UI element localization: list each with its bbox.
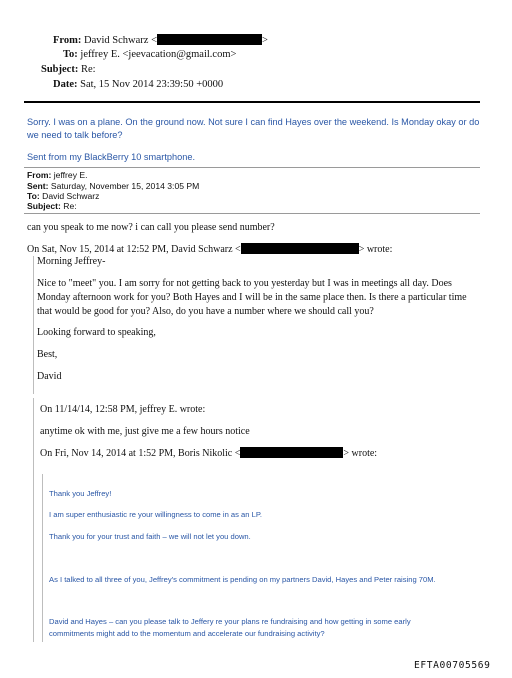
quote1-para-line-1: Nice to "meet" you. I am sorry for not getting back to you yesterday but I was in meetings all day. Does <box>37 278 452 289</box>
quote3-bar <box>42 474 43 642</box>
quote1-para-line-2: Monday afternoon work for you? Both Hayes and I will be in the same place then. Is there a particular time <box>37 292 467 303</box>
forward-header-divider <box>24 213 480 214</box>
header-date-row <box>53 79 223 90</box>
quote2-intro: On 11/14/14, 12:58 PM, jeffrey E. wrote: <box>40 404 206 415</box>
header-to-label: To: <box>63 49 78 60</box>
quote1-closing-3: David <box>37 371 62 382</box>
quote1-intro-suffix: > wrote: <box>358 244 393 255</box>
quote3-line-4: As I talked to all three of you, Jeffrey's commitment is pending on my partners David, Hayes and Peter raising 70M. <box>49 575 436 584</box>
fwd-subject-value: Re: <box>63 201 77 211</box>
quote1-intro-prefix: On Sat, Nov 15, 2014 at 12:52 PM, David Schwarz < <box>27 244 241 255</box>
header-to-value: jeffrey E. <jeevacation@gmail.com> <box>80 49 237 60</box>
quote3-line-3: Thank you for your trust and faith – we will not let you down. <box>49 532 251 541</box>
header-date-value: Sat, 15 Nov 2014 23:39:50 +0000 <box>80 79 224 90</box>
header-from-close: > <box>262 35 268 46</box>
quote1-para-line-3: that would be good for you? Also, do you have a number where we should call you? <box>37 306 374 317</box>
footer-document-id: EFTA00705569 <box>414 660 491 671</box>
header-from-row <box>53 34 268 46</box>
quote1-closing-1: Looking forward to speaking, <box>37 327 156 338</box>
message-1: can you speak to me now? i can call you please send number? <box>27 222 275 233</box>
header-date-label: Date: <box>53 79 78 90</box>
quote2-text: anytime ok with me, just give me a few hours notice <box>40 426 250 437</box>
quote3-intro-suffix: > wrote: <box>343 448 378 459</box>
redaction-bar <box>241 243 359 254</box>
redaction-bar <box>240 447 343 458</box>
reply-line-2: we need to talk before? <box>27 130 123 140</box>
fwd-from-value: jeffrey E. <box>53 170 88 180</box>
forward-divider <box>24 167 480 168</box>
fwd-to-value: David Schwarz <box>42 191 100 201</box>
quote3-intro-prefix: On Fri, Nov 14, 2014 at 1:52 PM, Boris Nikolic < <box>40 448 241 459</box>
header-subject-label: Subject: <box>41 64 79 75</box>
quote1-closing-2: Best, <box>37 349 58 360</box>
quote3-intro <box>40 447 377 461</box>
reply-line-1: Sorry. I was on a plane. On the ground now. Not sure I can find Hayes over the weekend. Is Monday okay or do <box>27 117 480 127</box>
quote3-line-5b: commitments might add to the momentum and accelerate our fundraising activity? <box>49 629 325 638</box>
fwd-subject-label: Subject: <box>27 201 61 211</box>
redaction-bar <box>157 34 262 45</box>
fwd-sent-value: Saturday, November 15, 2014 3:05 PM <box>50 181 200 191</box>
header-subject-row <box>41 64 96 75</box>
quote2-bar <box>33 398 34 642</box>
quote1-bar <box>33 256 34 394</box>
quote1-greeting: Morning Jeffrey- <box>37 256 106 267</box>
fwd-from-label: From: <box>27 170 52 180</box>
header-subject-value: Re: <box>80 64 96 75</box>
quote3-line-1: Thank you Jeffrey! <box>49 489 112 498</box>
header-to-row <box>63 49 236 60</box>
header-divider <box>24 101 480 103</box>
fwd-to-label: To: <box>27 191 40 201</box>
quote3-line-5a: David and Hayes – can you please talk to Jeffery re your plans re fundraising and how getting in some early <box>49 617 411 626</box>
header-from-label: From: <box>53 35 82 46</box>
fwd-sent-label: Sent: <box>27 181 49 191</box>
fwd-subject-row <box>27 201 77 212</box>
header-from-value: David Schwarz < <box>84 35 157 46</box>
fwd-from-row <box>27 170 88 181</box>
quote3-line-2: I am super enthusiastic re your willingness to come in as an LP. <box>49 510 263 519</box>
reply-signature: Sent from my BlackBerry 10 smartphone. <box>27 152 195 162</box>
